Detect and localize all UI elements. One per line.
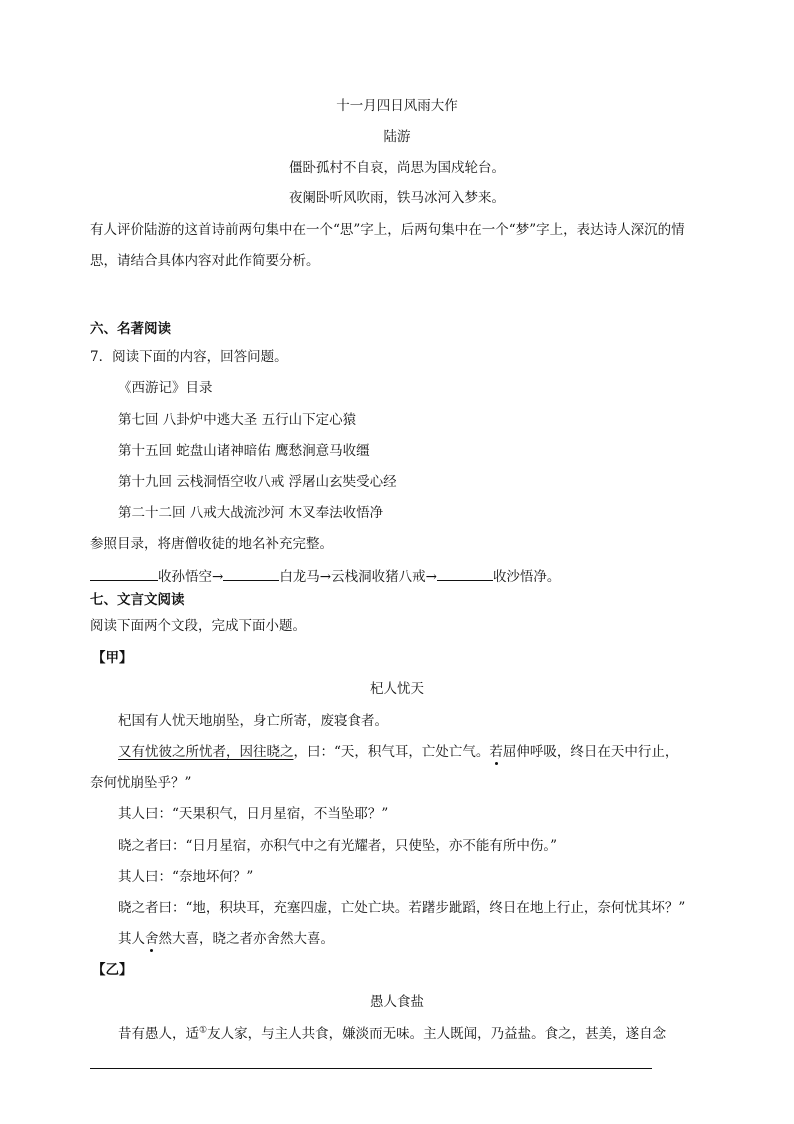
passage-paragraph: 昔有愚人，适①友人家，与主人共食，嫌淡而无味。主人既闻，乃益盐。食之，甚美，遂自念 bbox=[118, 1025, 667, 1042]
passage-paragraph-continued: 奈何忧崩坠乎？” bbox=[90, 775, 192, 791]
poem-line-2: 夜阑卧听风吹雨，铁马冰河入梦来。 bbox=[289, 190, 505, 206]
toc-item: 第七回 八卦炉中逃大圣 五行山下定心猿 bbox=[118, 412, 357, 428]
passage-paragraph: 其人曰：“奈地坏何？” bbox=[118, 869, 254, 885]
passage-paragraph: 其人曰：“天果积气，日月星宿，不当坠耶？” bbox=[118, 806, 389, 822]
section-intro: 阅读下面两个文段，完成下面小题。 bbox=[90, 618, 306, 634]
passage-paragraph: 其人舍然大喜，晓之者亦舍然大喜。 bbox=[118, 931, 334, 947]
passage-paragraph: 又有忧彼之所忧者，因往晓之，曰：“天，积气耳，亡处亡气。若屈伸呼吸，终日在天中行止， bbox=[118, 744, 679, 760]
emphasis-dot-char: 舍 bbox=[145, 931, 159, 947]
passage-title-jia: 杞人忧天 bbox=[370, 681, 424, 697]
passage-paragraph: 晓之者曰：“地，积块耳，充塞四虚，亡处亡块。若躇步跐蹈，终日在地上行止，奈何忧其坏？” bbox=[118, 900, 686, 916]
footer-divider bbox=[90, 1068, 652, 1069]
question-text-line-1: 有人评价陆游的这首诗前两句集中在一个“思”字上，后两句集中在一个“梦”字上，表达诗人深沉的情 bbox=[90, 222, 685, 238]
passage-title-yi: 愚人食盐 bbox=[370, 994, 424, 1010]
toc-item: 第十五回 蛇盘山诸神暗佑 鹰愁涧意马收缰 bbox=[118, 443, 370, 459]
poem-author: 陆游 bbox=[383, 129, 411, 145]
answer-blank-1[interactable] bbox=[90, 568, 158, 581]
fill-segment-2: 白龙马→云栈洞收猪八戒→ bbox=[279, 569, 437, 585]
fill-in-line bbox=[90, 568, 560, 585]
poem-title: 十一月四日风雨大作 bbox=[336, 98, 458, 114]
toc-item: 第二十二回 八戒大战流沙河 木叉奉法收悟净 bbox=[118, 505, 384, 521]
section-heading-classical-chinese: 七、文言文阅读 bbox=[90, 592, 185, 608]
answer-blank-2[interactable] bbox=[223, 568, 279, 581]
fill-segment-1: 收孙悟空→ bbox=[158, 569, 224, 585]
question-7: 7．阅读下面的内容，回答问题。 bbox=[90, 349, 288, 365]
fill-segment-3: 收沙悟净。 bbox=[492, 569, 561, 585]
emphasis-dot-char: 若 bbox=[489, 744, 503, 760]
passage-label-jia: 【甲】 bbox=[92, 650, 133, 666]
passage-label-yi: 【乙】 bbox=[92, 962, 133, 978]
answer-blank-3[interactable] bbox=[437, 568, 493, 581]
footnote-marker: ① bbox=[199, 1025, 208, 1036]
toc-title: 《西游记》目录 bbox=[118, 380, 213, 396]
underlined-sentence: 又有忧彼之所忧者，因往晓之 bbox=[118, 744, 294, 760]
toc-item: 第十九回 云栈洞悟空收八戒 浮屠山玄奘受心经 bbox=[118, 474, 397, 490]
section-heading-classics: 六、名著阅读 bbox=[90, 321, 171, 337]
fill-instruction: 参照目录，将唐僧收徒的地名补充完整。 bbox=[90, 536, 333, 552]
passage-paragraph: 晓之者曰：“日月星宿，亦积气中之有光耀者，只使坠，亦不能有所中伤。” bbox=[118, 838, 558, 854]
passage-paragraph: 杞国有人忧天地崩坠，身亡所寄，废寝食者。 bbox=[118, 713, 388, 729]
poem-line-1: 僵卧孤村不自哀，尚思为国戍轮台。 bbox=[289, 160, 505, 176]
question-text-line-2: 思，请结合具体内容对此作简要分析。 bbox=[90, 253, 320, 269]
